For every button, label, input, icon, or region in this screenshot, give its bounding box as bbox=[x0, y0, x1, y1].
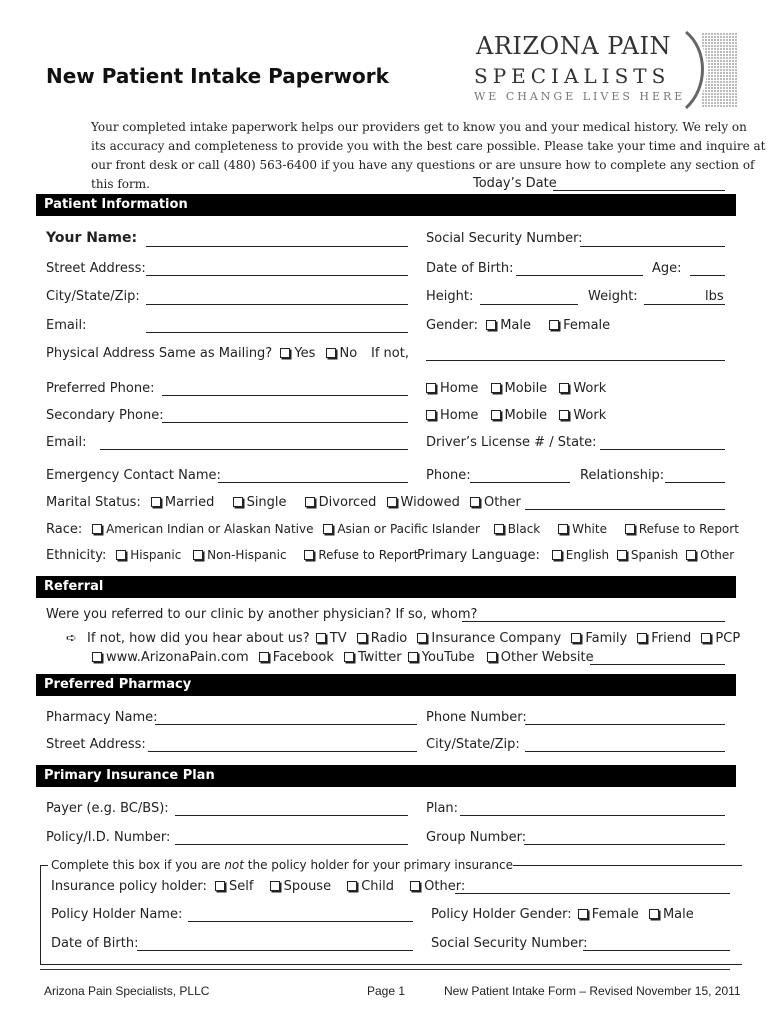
email-field[interactable] bbox=[146, 332, 408, 333]
height-field[interactable] bbox=[480, 304, 578, 305]
holder-other-label: Other: bbox=[424, 879, 466, 894]
online-sources-row bbox=[92, 650, 594, 665]
payer-label: Payer (e.g. BC/BS): bbox=[46, 801, 169, 816]
logo-swoosh-icon bbox=[678, 30, 740, 110]
hispanic-checkbox[interactable] bbox=[116, 550, 126, 560]
pref-work-label: Work bbox=[573, 381, 607, 396]
tv-label: TV bbox=[329, 631, 347, 646]
logo-line2: SPECIALISTS bbox=[474, 64, 671, 88]
emergency-phone-field[interactable] bbox=[470, 482, 570, 483]
relationship-label: Relationship: bbox=[580, 468, 665, 483]
holder-self-label: Self bbox=[229, 879, 254, 894]
holder-ssn-label: Social Security Number: bbox=[431, 936, 588, 951]
physical-yes-checkbox[interactable] bbox=[280, 348, 290, 358]
pref-mobile-label: Mobile bbox=[504, 381, 548, 396]
race-black-label: Black bbox=[507, 522, 541, 536]
preferred-phone-type bbox=[426, 381, 606, 396]
spanish-label: Spanish bbox=[630, 548, 679, 562]
holder-female-checkbox[interactable] bbox=[578, 909, 588, 919]
arrow-icon: ➪ bbox=[66, 631, 77, 646]
if-not-label: If not, bbox=[371, 346, 409, 361]
race-white-checkbox[interactable] bbox=[558, 524, 568, 534]
drivers-license-label: Driver’s License # / State: bbox=[426, 435, 597, 450]
race-white-label: White bbox=[572, 522, 607, 536]
sec-mobile-checkbox[interactable] bbox=[491, 410, 501, 420]
footer-divider bbox=[40, 969, 730, 970]
gender-row bbox=[426, 318, 610, 333]
physical-address-row bbox=[46, 346, 357, 361]
twitter-label: Twitter bbox=[358, 650, 402, 665]
pref-home-checkbox[interactable] bbox=[426, 383, 436, 393]
street-address-label: Street Address: bbox=[46, 261, 146, 276]
gender-female-label: Female bbox=[563, 318, 611, 333]
holder-name-field[interactable] bbox=[188, 921, 413, 922]
sec-mobile-label: Mobile bbox=[504, 408, 548, 423]
ssn-label: Social Security Number: bbox=[426, 231, 583, 246]
ethnicity-refuse-label: Refuse to Report bbox=[318, 548, 419, 562]
gender-female-checkbox[interactable] bbox=[549, 320, 559, 330]
race-asian-checkbox[interactable] bbox=[323, 524, 333, 534]
race-asian-label: Asian or Pacific Islander bbox=[337, 522, 480, 536]
secondary-phone-type bbox=[426, 408, 606, 423]
policy-holder-box-top-right bbox=[488, 865, 742, 866]
gender-male-label: Male bbox=[500, 318, 531, 333]
pref-home-label: Home bbox=[440, 381, 479, 396]
youtube-label: YouTube bbox=[421, 650, 475, 665]
email2-label: Email: bbox=[46, 435, 87, 450]
sec-home-label: Home bbox=[440, 408, 479, 423]
other-website-checkbox[interactable] bbox=[487, 652, 497, 662]
policy-holder-row bbox=[51, 879, 465, 894]
pharmacy-city-field[interactable] bbox=[525, 751, 725, 752]
street-address-field[interactable] bbox=[146, 275, 408, 276]
logo-line1: ARIZONA PAIN bbox=[476, 32, 671, 60]
family-checkbox[interactable] bbox=[571, 633, 581, 643]
your-name-field[interactable] bbox=[146, 246, 408, 247]
sec-work-checkbox[interactable] bbox=[559, 410, 569, 420]
footer-revision: New Patient Intake Form – Revised November 15, 2011 bbox=[444, 984, 741, 998]
ethnicity-row bbox=[46, 548, 418, 563]
intro-line4: this form. bbox=[91, 177, 150, 191]
non-hispanic-label: Non-Hispanic bbox=[207, 548, 287, 562]
holder-child-label: Child bbox=[361, 879, 395, 894]
hear-about-row bbox=[66, 631, 740, 646]
married-label: Married bbox=[164, 495, 215, 510]
language-row bbox=[417, 548, 734, 563]
family-label: Family bbox=[585, 631, 628, 646]
gender-label: Gender: bbox=[426, 318, 479, 333]
pref-work-checkbox[interactable] bbox=[559, 383, 569, 393]
website-checkbox[interactable] bbox=[92, 652, 102, 662]
page-title: New Patient Intake Paperwork bbox=[46, 64, 389, 88]
lbs-unit: lbs bbox=[705, 289, 724, 304]
widowed-label: Widowed bbox=[400, 495, 460, 510]
non-hispanic-checkbox[interactable] bbox=[193, 550, 203, 560]
race-american-indian-label: American Indian or Alaskan Native bbox=[106, 522, 314, 536]
pharmacy-name-field[interactable] bbox=[155, 724, 417, 725]
holder-other-field[interactable] bbox=[455, 893, 730, 894]
physical-no-label: No bbox=[339, 346, 358, 361]
intro-line1: Your completed intake paperwork helps our providers get to know you and your medical history. We rely on bbox=[91, 120, 747, 134]
physical-same-label: Physical Address Same as Mailing? bbox=[46, 346, 273, 361]
other-website-field[interactable] bbox=[590, 664, 725, 665]
race-refuse-label: Refuse to Report bbox=[638, 522, 739, 536]
pharmacy-phone-field[interactable] bbox=[525, 724, 725, 725]
hispanic-label: Hispanic bbox=[130, 548, 182, 562]
insurance-company-label: Insurance Company bbox=[431, 631, 562, 646]
friend-checkbox[interactable] bbox=[637, 633, 647, 643]
section-primary-insurance: Primary Insurance Plan bbox=[36, 765, 736, 787]
relationship-field[interactable] bbox=[665, 482, 725, 483]
friend-label: Friend bbox=[651, 631, 692, 646]
preferred-phone-field[interactable] bbox=[162, 395, 408, 396]
dob-label: Date of Birth: bbox=[426, 261, 514, 276]
secondary-phone-label: Secondary Phone: bbox=[46, 408, 164, 423]
intro-line3: our front desk or call (480) 563-6400 if you have any questions or are unsure how to complete any section of bbox=[91, 158, 755, 172]
age-label: Age: bbox=[652, 261, 682, 276]
race-refuse-checkbox[interactable] bbox=[625, 524, 635, 534]
city-state-zip-label: City/State/Zip: bbox=[46, 289, 140, 304]
logo-tagline: WE CHANGE LIVES HERE bbox=[474, 90, 686, 103]
email2-field[interactable] bbox=[100, 449, 408, 450]
pharmacy-name-label: Pharmacy Name: bbox=[46, 710, 158, 725]
physical-yes-label: Yes bbox=[294, 346, 316, 361]
english-checkbox[interactable] bbox=[552, 550, 562, 560]
married-checkbox[interactable] bbox=[151, 497, 161, 507]
holder-dob-label: Date of Birth: bbox=[51, 936, 139, 951]
intro-text bbox=[91, 118, 765, 194]
secondary-phone-field[interactable] bbox=[162, 422, 408, 423]
pref-mobile-checkbox[interactable] bbox=[491, 383, 501, 393]
twitter-checkbox[interactable] bbox=[344, 652, 354, 662]
weight-label: Weight: bbox=[588, 289, 638, 304]
spanish-checkbox[interactable] bbox=[617, 550, 627, 560]
pharmacy-street-label: Street Address: bbox=[46, 737, 146, 752]
height-label: Height: bbox=[426, 289, 474, 304]
gender-male-checkbox[interactable] bbox=[486, 320, 496, 330]
marital-status-row bbox=[46, 495, 521, 510]
ssn-field[interactable] bbox=[580, 246, 725, 247]
tv-checkbox[interactable] bbox=[316, 633, 326, 643]
dob-field[interactable] bbox=[516, 275, 643, 276]
holder-self-checkbox[interactable] bbox=[215, 881, 225, 891]
drivers-license-field[interactable] bbox=[600, 449, 725, 450]
your-name-label: Your Name: bbox=[46, 230, 138, 246]
holder-spouse-checkbox[interactable] bbox=[270, 881, 280, 891]
company-logo bbox=[470, 30, 740, 110]
physical-no-checkbox[interactable] bbox=[326, 348, 336, 358]
weight-field[interactable] bbox=[644, 304, 725, 305]
holder-child-checkbox[interactable] bbox=[347, 881, 357, 891]
divorced-checkbox[interactable] bbox=[305, 497, 315, 507]
facebook-label: Facebook bbox=[272, 650, 334, 665]
ethnicity-refuse-checkbox[interactable] bbox=[304, 550, 314, 560]
website-label: www.ArizonaPain.com bbox=[106, 650, 249, 665]
referral-physician-field[interactable] bbox=[462, 621, 725, 622]
intro-line2: its accuracy and completeness to provide you with the best care possible. Please take your time and inquire at bbox=[91, 139, 766, 153]
physical-address-field[interactable] bbox=[426, 360, 725, 361]
holder-ssn-field[interactable] bbox=[583, 950, 730, 951]
section-patient-information: Patient Information bbox=[36, 194, 736, 216]
policy-holder-label: Insurance policy holder: bbox=[51, 879, 207, 894]
holder-male-label: Male bbox=[662, 907, 694, 922]
policy-holder-box-top-left bbox=[40, 865, 48, 866]
holder-female-label: Female bbox=[591, 907, 639, 922]
hear-about-label: If not, how did you hear about us? bbox=[87, 631, 310, 646]
single-label: Single bbox=[246, 495, 287, 510]
marital-other-checkbox[interactable] bbox=[470, 497, 480, 507]
section-referral: Referral bbox=[36, 576, 736, 598]
pharmacy-phone-label: Phone Number: bbox=[426, 710, 527, 725]
emergency-phone-label: Phone: bbox=[426, 468, 471, 483]
plan-field[interactable] bbox=[460, 815, 725, 816]
policy-number-label: Policy/I.D. Number: bbox=[46, 830, 171, 845]
footer-company: Arizona Pain Specialists, PLLC bbox=[44, 984, 210, 998]
youtube-checkbox[interactable] bbox=[408, 652, 418, 662]
holder-spouse-label: Spouse bbox=[283, 879, 332, 894]
todays-date-field[interactable] bbox=[553, 190, 725, 191]
english-label: English bbox=[565, 548, 610, 562]
city-state-zip-field[interactable] bbox=[146, 304, 408, 305]
policy-holder-box-legend bbox=[51, 858, 513, 872]
email-label: Email: bbox=[46, 318, 87, 333]
race-black-checkbox[interactable] bbox=[494, 524, 504, 534]
race-label: Race: bbox=[46, 522, 83, 537]
referral-question: Were you referred to our clinic by another physician? If so, whom? bbox=[46, 607, 478, 622]
pcp-checkbox[interactable] bbox=[701, 633, 711, 643]
sec-home-checkbox[interactable] bbox=[426, 410, 436, 420]
payer-field[interactable] bbox=[175, 815, 408, 816]
radio-checkbox[interactable] bbox=[357, 633, 367, 643]
legend-text-a: Complete this box if you are bbox=[51, 858, 225, 872]
pharmacy-street-field[interactable] bbox=[148, 751, 417, 752]
group-number-field[interactable] bbox=[524, 844, 725, 845]
race-row bbox=[46, 522, 739, 537]
section-preferred-pharmacy: Preferred Pharmacy bbox=[36, 674, 736, 696]
language-other-checkbox[interactable] bbox=[686, 550, 696, 560]
facebook-checkbox[interactable] bbox=[259, 652, 269, 662]
holder-gender-label: Policy Holder Gender: bbox=[431, 907, 572, 922]
primary-language-label: Primary Language: bbox=[417, 548, 540, 563]
pcp-label: PCP bbox=[715, 631, 741, 646]
emergency-contact-label: Emergency Contact Name: bbox=[46, 468, 221, 483]
radio-label: Radio bbox=[370, 631, 408, 646]
preferred-phone-label: Preferred Phone: bbox=[46, 381, 155, 396]
holder-other-checkbox[interactable] bbox=[410, 881, 420, 891]
race-american-indian-checkbox[interactable] bbox=[92, 524, 102, 534]
widowed-checkbox[interactable] bbox=[387, 497, 397, 507]
marital-other-field[interactable] bbox=[525, 509, 725, 510]
policy-number-field[interactable] bbox=[175, 844, 408, 845]
pharmacy-city-label: City/State/Zip: bbox=[426, 737, 520, 752]
holder-dob-field[interactable] bbox=[137, 950, 413, 951]
legend-text-b: not bbox=[224, 858, 244, 872]
other-website-label: Other Website bbox=[500, 650, 594, 665]
divorced-label: Divorced bbox=[318, 495, 377, 510]
insurance-company-checkbox[interactable] bbox=[417, 633, 427, 643]
footer-page-number: Page 1 bbox=[367, 984, 406, 998]
group-number-label: Group Number: bbox=[426, 830, 527, 845]
sec-work-label: Work bbox=[573, 408, 607, 423]
legend-text-c: the policy holder for your primary insurance bbox=[243, 858, 514, 872]
holder-gender-row bbox=[431, 907, 694, 922]
marital-other-label: Other bbox=[483, 495, 521, 510]
plan-label: Plan: bbox=[426, 801, 459, 816]
single-checkbox[interactable] bbox=[233, 497, 243, 507]
holder-male-checkbox[interactable] bbox=[649, 909, 659, 919]
todays-date-label: Today’s Date bbox=[473, 176, 557, 191]
ethnicity-label: Ethnicity: bbox=[46, 548, 107, 563]
holder-name-label: Policy Holder Name: bbox=[51, 907, 183, 922]
age-field[interactable] bbox=[690, 275, 725, 276]
emergency-contact-field[interactable] bbox=[218, 482, 408, 483]
marital-status-label: Marital Status: bbox=[46, 495, 141, 510]
language-other-label: Other bbox=[700, 548, 735, 562]
